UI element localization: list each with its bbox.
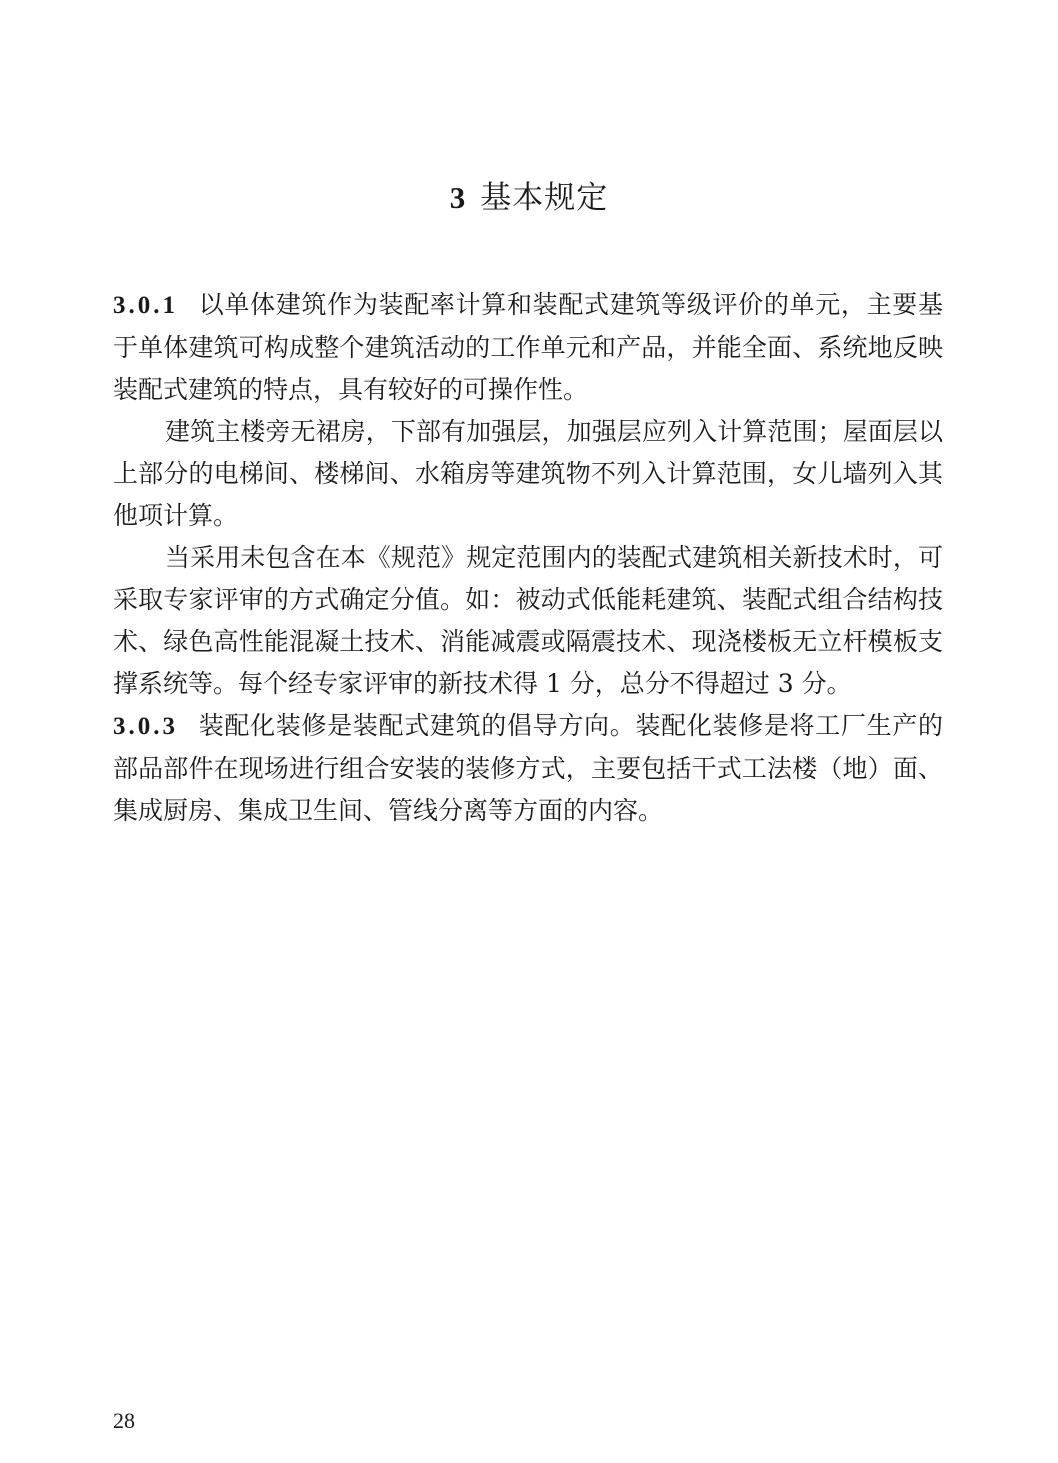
- clause-text: 装配化装修是装配式建筑的倡导方向。装配化装修是将工厂生产的部品部件在现场进行组合安装的装修方式，主要包括干式工法楼（地）面、集成厨房、集成卫生间、管线分离等方面的内容。: [113, 711, 943, 825]
- chapter-title: [0, 176, 1058, 220]
- clause-paragraph: 当采用未包含在本《规范》规定范围内的装配式建筑相关新技术时，可采取专家评审的方式确定分值。如：被动式低能耗建筑、装配式组合结构技术、绿色高性能混凝土技术、消能减震或隔震技术、现浇楼板无立杆模板支撑系统等。每个经专家评审的新技术得 1 分，总分不得超过 3 分。: [113, 543, 943, 698]
- clause-3-0-3: [113, 705, 943, 832]
- clause-text: 以单体建筑作为装配率计算和装配式建筑等级评价的单元，主要基于单体建筑可构成整个建筑活动的工作单元和产品，并能全面、系统地反映装配式建筑的特点，具有较好的可操作性。: [113, 290, 943, 404]
- page-number: 28: [113, 1408, 135, 1433]
- chapter-number: 3: [449, 180, 467, 215]
- clause-number: 3.0.1: [113, 292, 178, 319]
- document-body: [113, 284, 943, 832]
- chapter-title-text: 基本规定: [480, 180, 609, 216]
- clause-paragraph: 建筑主楼旁无裙房，下部有加强层，加强层应列入计算范围；屋面层以上部分的电梯间、楼梯间、水箱房等建筑物不列入计算范围，女儿墙列入其他项计算。: [113, 417, 943, 530]
- clause-3-0-1: [113, 284, 943, 411]
- clause-number: 3.0.3: [113, 713, 178, 740]
